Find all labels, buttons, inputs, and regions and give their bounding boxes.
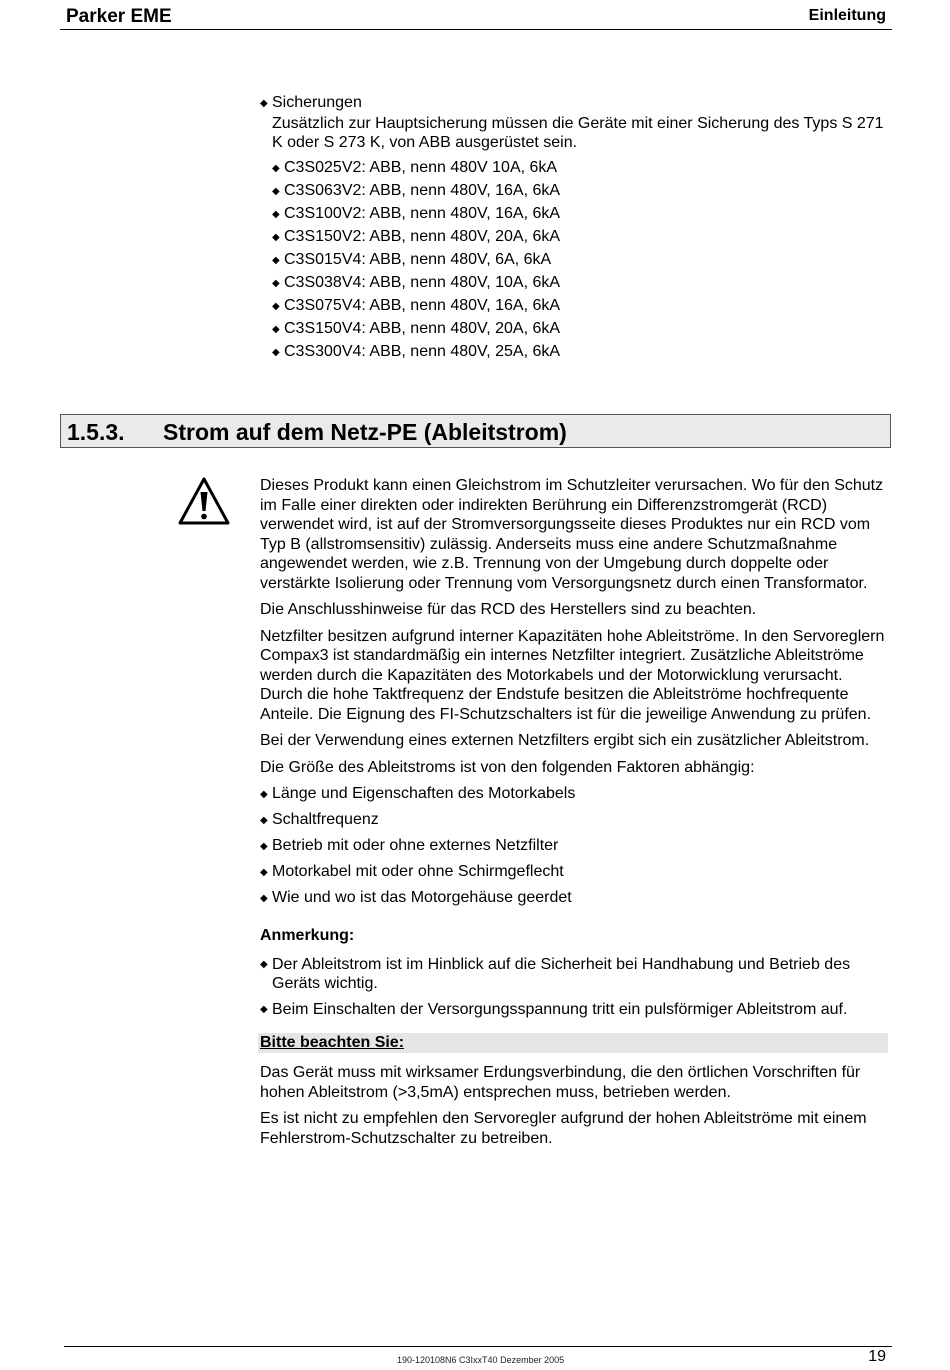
paragraph-netzfilter: Netzfilter besitzen aufgrund interner Kapazitäten hohe Ableitströme. In den Servoreglern Compax3 ist standardmäßig ein internes Netzfilter integriert. Zusätzliche Ableitströme werden durch die Kapazitäten des Motorkabels und der Motorwicklung verursacht. Durch die hohe Taktfrequenz der Endstufe besitzen die Ableitströme hochfrequente Anteile. Die Eignung des FI-Schutzschalters ist für die jeweilige Anwendung zu prüfen.: [260, 627, 885, 723]
diamond-bullet-icon: ◆: [272, 231, 280, 243]
list-item-text: C3S015V4: ABB, nenn 480V, 6A, 6kA: [284, 250, 552, 268]
list-item-text: C3S150V4: ABB, nenn 480V, 20A, 6kA: [284, 319, 561, 337]
paragraph-faktoren: Die Größe des Ableitstroms ist von den folgenden Faktoren abhängig:: [260, 758, 755, 776]
diamond-bullet-icon: ◆: [260, 1003, 268, 1015]
fuse-heading-text: Sicherungen: [272, 94, 362, 111]
list-item-text: C3S038V4: ABB, nenn 480V, 10A, 6kA: [284, 273, 561, 291]
list-item: [260, 248, 890, 271]
factor-list: [260, 784, 888, 914]
page-number: 19: [868, 1348, 886, 1365]
list-item-text: Schaltfrequenz: [272, 811, 379, 828]
diamond-bullet-icon: ◆: [272, 254, 280, 266]
header-chapter: Einleitung: [808, 7, 886, 24]
list-item: [260, 340, 890, 363]
list-item: [260, 1000, 888, 1020]
diamond-bullet-icon: ◆: [272, 277, 280, 289]
list-item-text: C3S100V2: ABB, nenn 480V, 16A, 6kA: [284, 204, 561, 222]
list-item: [260, 317, 890, 340]
list-item: [260, 179, 890, 202]
fuse-list: [260, 156, 890, 363]
header-rule: [60, 29, 892, 30]
list-item-text: Motorkabel mit oder ohne Schirmgeflecht: [272, 863, 564, 880]
paragraph-rcd-hinweise: Die Anschlusshinweise für das RCD des Herstellers sind zu beachten.: [260, 601, 757, 618]
list-item: [260, 156, 890, 179]
anmerkung-label: Anmerkung:: [260, 927, 355, 944]
diamond-bullet-icon: ◆: [272, 208, 280, 220]
diamond-bullet-icon: ◆: [272, 323, 280, 335]
footer-rule: [64, 1346, 892, 1347]
anmerkung-list: [260, 955, 888, 1020]
list-item-text: C3S025V2: ABB, nenn 480V 10A, 6kA: [284, 158, 558, 176]
diamond-bullet-icon: ◆: [260, 867, 268, 878]
paragraph-fi-schalter: Es ist nicht zu empfehlen den Servoregler aufgrund der hohen Ableitströme mit einem Fehlerstrom-Schutzschalter zu betreiben.: [260, 1110, 867, 1147]
list-item: [260, 862, 888, 888]
diamond-bullet-icon: ◆: [272, 346, 280, 358]
list-item-text: Betrieb mit oder ohne externes Netzfilter: [272, 837, 559, 854]
section-title: Strom auf dem Netz-PE (Ableitstrom): [163, 419, 567, 445]
fuse-block: [260, 93, 890, 363]
warning-triangle-icon: [178, 476, 230, 526]
footer-doc-id: 190-120108N6 C3IxxT40 Dezember 2005: [397, 1355, 565, 1365]
diamond-bullet-icon: ◆: [260, 815, 268, 826]
diamond-bullet-icon: ◆: [260, 789, 268, 800]
diamond-bullet-icon: ◆: [272, 300, 280, 312]
diamond-bullet-icon: ◆: [260, 893, 268, 904]
list-item: [260, 888, 888, 914]
list-item-text: C3S063V2: ABB, nenn 480V, 16A, 6kA: [284, 181, 561, 199]
paragraph-rcd: Dieses Produkt kann einen Gleichstrom im Schutzleiter verursachen. Wo für den Schutz im Falle einer direkten oder indirekten Berührung ein Differenzstromgerät (RCD) verwendet wird, ist auf der Stromversorgungsseite dieses Produktes nur ein RCD vom Typ B (allstromsensitiv) zulässig. Anderseits muss eine andere Schutzmaßnahme angewendet werden, wie z.B. Trennung von der Umgebung durch doppelte oder verstärkte Isolierung oder Trennung vom Versorgungsnetz durch einen Transformator.: [260, 477, 884, 592]
beachten-label: Bitte beachten Sie:: [258, 1033, 888, 1053]
list-item: [260, 955, 888, 994]
list-item: [260, 294, 890, 317]
fuse-intro: Zusätzlich zur Hauptsicherung müssen die Geräte mit einer Sicherung des Typs S 271 K oder S 273 K, von ABB ausgerüstet sein.: [272, 114, 884, 151]
list-item-text: C3S150V2: ABB, nenn 480V, 20A, 6kA: [284, 227, 561, 245]
fuse-heading: [260, 93, 890, 114]
diamond-bullet-icon: ◆: [260, 841, 268, 852]
diamond-bullet-icon: ◆: [260, 98, 268, 109]
list-item: [260, 836, 888, 862]
list-item-text: Der Ableitstrom ist im Hinblick auf die Sicherheit bei Handhabung und Betrieb des Geräts wichtig.: [272, 955, 851, 992]
section-number: 1.5.3.: [67, 419, 125, 445]
list-item-text: Länge und Eigenschaften des Motorkabels: [272, 785, 576, 802]
diamond-bullet-icon: ◆: [272, 185, 280, 197]
section-heading: [60, 414, 891, 448]
list-item-text: C3S075V4: ABB, nenn 480V, 16A, 6kA: [284, 296, 561, 314]
paragraph-erdung: Das Gerät muss mit wirksamer Erdungsverbindung, die den örtlichen Vorschriften für hohen Ableitstrom (>3,5mA) entsprechen muss, betrieben werden.: [260, 1064, 861, 1101]
list-item: [260, 271, 890, 294]
list-item: [260, 202, 890, 225]
list-item: [260, 784, 888, 810]
diamond-bullet-icon: ◆: [272, 162, 280, 174]
section-body: [260, 476, 888, 1155]
list-item: [260, 225, 890, 248]
paragraph-externer-filter: Bei der Verwendung eines externen Netzfilters ergibt sich ein zusätzlicher Ableitstrom.: [260, 732, 870, 749]
list-item-text: C3S300V4: ABB, nenn 480V, 25A, 6kA: [284, 342, 561, 360]
diamond-bullet-icon: ◆: [260, 958, 268, 970]
header-company: Parker EME: [66, 6, 172, 27]
list-item-text: Beim Einschalten der Versorgungsspannung tritt ein pulsförmiger Ableitstrom auf.: [272, 1000, 848, 1018]
list-item-text: Wie und wo ist das Motorgehäuse geerdet: [272, 889, 572, 906]
list-item: [260, 810, 888, 836]
